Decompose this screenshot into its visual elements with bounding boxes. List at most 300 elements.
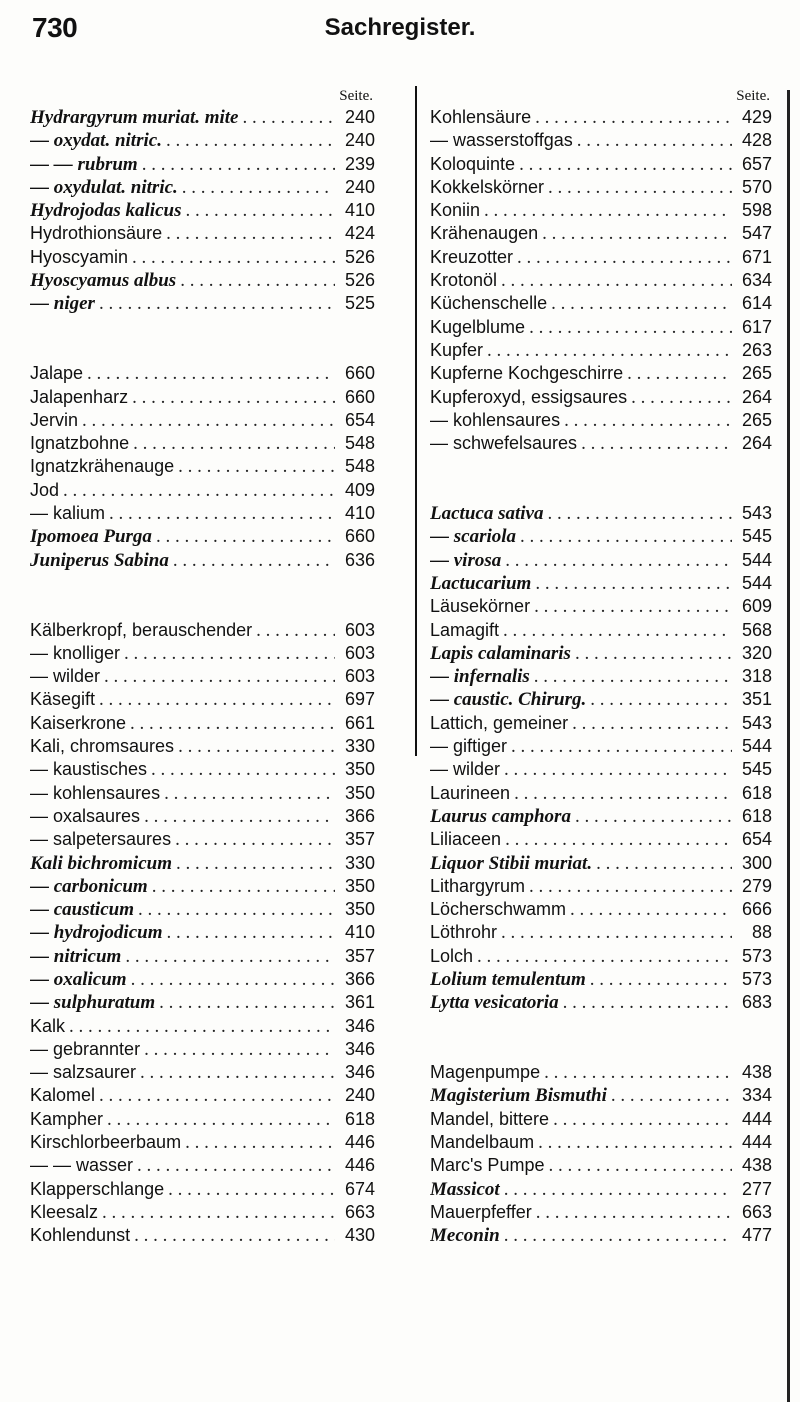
- dot-leader: [180, 269, 335, 292]
- index-entry: [30, 549, 375, 572]
- section-gap: [430, 1038, 772, 1061]
- dot-leader: [505, 549, 732, 572]
- dot-leader: [133, 432, 335, 455]
- entry-term: — carbonicum: [30, 875, 148, 897]
- dot-leader: [109, 502, 335, 525]
- index-entry: [30, 409, 375, 432]
- entry-term: Mauerpfeffer: [430, 1201, 532, 1222]
- entry-term: — giftiger: [430, 736, 508, 757]
- entry-term: Kirschlorbeerbaum: [30, 1132, 182, 1153]
- index-entry: [430, 269, 772, 292]
- entry-page-number: 636: [344, 549, 375, 570]
- index-entry: [430, 595, 772, 618]
- entry-term: Koloquinte: [430, 153, 516, 174]
- entry-term: Kälberkropf, berauschender: [30, 619, 253, 640]
- index-entry: [30, 1178, 375, 1201]
- entry-page-number: 350: [344, 875, 375, 896]
- dot-leader: [104, 665, 335, 688]
- entry-page-number: 525: [344, 293, 375, 314]
- entry-page-number: 660: [344, 363, 375, 384]
- index-entry: [430, 246, 772, 269]
- dot-leader: [166, 222, 335, 245]
- dot-leader: [564, 409, 732, 432]
- index-entry: [430, 758, 772, 781]
- entry-page-number: 410: [344, 922, 375, 943]
- entry-page-number: 240: [344, 130, 375, 151]
- entry-term: Klapperschlange: [30, 1178, 165, 1199]
- entry-term: — knolliger: [30, 642, 121, 663]
- entry-term: Magisterium Bismuthi: [430, 1085, 607, 1107]
- entry-page-number: 603: [344, 619, 375, 640]
- entry-page-number: 671: [741, 246, 772, 267]
- dot-leader: [551, 292, 732, 315]
- index-entry: [30, 1224, 375, 1247]
- dot-leader: [182, 176, 335, 199]
- entry-term: Lytta vesicatoria: [430, 992, 559, 1014]
- dot-leader: [484, 199, 732, 222]
- index-entry: [30, 455, 375, 478]
- dot-leader: [542, 222, 732, 245]
- entry-term: — schwefelsaures: [430, 433, 578, 454]
- entry-page-number: 568: [741, 619, 772, 640]
- entry-term: Kugelblume: [430, 316, 526, 337]
- entry-page-number: 265: [741, 363, 772, 384]
- entry-term: Jalape: [30, 363, 84, 384]
- index-entry: [430, 1108, 772, 1131]
- dot-leader: [256, 619, 335, 642]
- index-entry: [30, 246, 375, 269]
- entry-page-number: 573: [741, 945, 772, 966]
- dot-leader: [504, 758, 732, 781]
- index-entry: [30, 292, 375, 315]
- entry-term: Juniperus Sabina: [30, 549, 169, 571]
- index-entry: [30, 642, 375, 665]
- index-entry: [30, 362, 375, 385]
- entry-page-number: 654: [344, 409, 375, 430]
- index-entry: [30, 129, 375, 152]
- dot-leader: [185, 1131, 335, 1154]
- index-entry: [30, 875, 375, 898]
- index-entry: [30, 735, 375, 758]
- dot-leader: [487, 339, 732, 362]
- entry-page-number: 88: [751, 922, 772, 943]
- entry-page-number: 277: [741, 1178, 772, 1199]
- index-entry: [30, 176, 375, 199]
- dot-leader: [243, 106, 336, 129]
- entry-term: Jervin: [30, 409, 79, 430]
- index-entry: [30, 1154, 375, 1177]
- dot-leader: [520, 525, 732, 548]
- running-head: Sachregister.: [324, 14, 476, 41]
- dot-leader: [503, 619, 732, 642]
- dot-leader: [590, 688, 732, 711]
- dot-leader: [131, 968, 335, 991]
- entry-term: Laurineen: [430, 782, 511, 803]
- entry-term: Kali, chromsaures: [30, 736, 175, 757]
- dot-leader: [156, 525, 335, 548]
- index-column-right: [430, 84, 772, 1248]
- entry-page-number: 346: [344, 1038, 375, 1059]
- index-entry: [430, 1084, 772, 1107]
- index-entry: [430, 852, 772, 875]
- entry-page-number: 603: [344, 642, 375, 663]
- dot-leader: [519, 153, 732, 176]
- entry-page-number: 545: [741, 526, 772, 547]
- dot-leader: [504, 1224, 732, 1247]
- index-entry: [430, 828, 772, 851]
- index-entry: [30, 688, 375, 711]
- entry-page-number: 609: [741, 596, 772, 617]
- index-entry: [30, 199, 375, 222]
- dot-leader: [596, 852, 732, 875]
- entry-page-number: 548: [344, 456, 375, 477]
- entry-page-number: 318: [741, 666, 772, 687]
- index-entry: [30, 945, 375, 968]
- index-entry: [30, 921, 375, 944]
- entry-term: Lithargyrum: [430, 875, 526, 896]
- entry-page-number: 618: [344, 1108, 375, 1129]
- entry-page-number: 547: [741, 223, 772, 244]
- index-entry: [430, 1131, 772, 1154]
- index-entry: [430, 665, 772, 688]
- entry-term: Löthrohr: [430, 922, 498, 943]
- dot-leader: [501, 269, 732, 292]
- entry-page-number: 357: [344, 945, 375, 966]
- entry-term: — kalium: [30, 503, 106, 524]
- section-gap: [30, 595, 375, 618]
- index-entry: [30, 153, 375, 176]
- index-entry: [30, 1201, 375, 1224]
- index-entry: [30, 386, 375, 409]
- page-number: 730: [32, 12, 78, 43]
- index-entry: [430, 199, 772, 222]
- dot-leader: [130, 712, 335, 735]
- entry-term: — salpetersaures: [30, 829, 172, 850]
- index-entry: [430, 572, 772, 595]
- index-entry: [30, 898, 375, 921]
- dot-leader: [164, 782, 335, 805]
- entry-page-number: 330: [344, 736, 375, 757]
- entry-page-number: 264: [741, 433, 772, 454]
- index-entry: [430, 735, 772, 758]
- index-entry: [30, 619, 375, 642]
- entry-term: — — wasser: [30, 1155, 134, 1176]
- index-entry: [430, 549, 772, 572]
- index-entry: [30, 1108, 375, 1131]
- entry-term: — oxalicum: [30, 968, 127, 990]
- index-entry: [30, 222, 375, 245]
- index-entry: [430, 1178, 772, 1201]
- index-entry: [430, 362, 772, 385]
- entry-page-number: 300: [741, 852, 772, 873]
- entry-term: Kali bichromicum: [30, 852, 172, 874]
- entry-page-number: 634: [741, 270, 772, 291]
- index-entry: [30, 782, 375, 805]
- entry-page-number: 618: [741, 805, 772, 826]
- entry-term: Kupfer: [430, 339, 484, 360]
- entry-term: — kohlensaures: [430, 409, 561, 430]
- entry-page-number: 351: [741, 689, 772, 710]
- entry-page-number: 446: [344, 1132, 375, 1153]
- dot-leader: [611, 1084, 732, 1107]
- dot-leader: [627, 362, 732, 385]
- dot-leader: [529, 316, 732, 339]
- index-entry: [30, 712, 375, 735]
- entry-term: Marc's Pumpe: [430, 1155, 545, 1176]
- dot-leader: [185, 199, 335, 222]
- entry-page-number: 543: [741, 503, 772, 524]
- index-entry: [430, 945, 772, 968]
- dot-leader: [140, 1061, 335, 1084]
- entry-term: Mandelbaum: [430, 1132, 535, 1153]
- entry-term: Jod: [30, 479, 60, 500]
- entry-term: Ipomoea Purga: [30, 526, 152, 548]
- entry-page-number: 446: [344, 1155, 375, 1176]
- page-header: [0, 12, 800, 60]
- entry-page-number: 410: [344, 503, 375, 524]
- entry-page-number: 240: [344, 1085, 375, 1106]
- entry-term: — gebrannter: [30, 1038, 141, 1059]
- entry-term: Jalapenharz: [30, 386, 129, 407]
- entry-page-number: 697: [344, 689, 375, 710]
- dot-leader: [87, 362, 335, 385]
- dot-leader: [575, 642, 732, 665]
- entry-page-number: 428: [741, 130, 772, 151]
- entry-term: Laurus camphora: [430, 805, 571, 827]
- index-entry: [30, 1131, 375, 1154]
- entry-term: Kupferoxyd, essigsaures: [430, 386, 628, 407]
- entry-term: Hydrargyrum muriat. mite: [30, 107, 239, 128]
- dot-leader: [590, 968, 732, 991]
- entry-page-number: 573: [741, 968, 772, 989]
- entry-term: Ignatzbohne: [30, 433, 130, 454]
- entry-page-number: 361: [344, 992, 375, 1013]
- column-header: [30, 84, 375, 106]
- entry-page-number: 240: [344, 107, 375, 127]
- entry-term: Kohlensäure: [430, 107, 532, 127]
- dot-leader: [99, 1084, 335, 1107]
- entry-page-number: 444: [741, 1108, 772, 1129]
- index-entry: [430, 805, 772, 828]
- dot-leader: [138, 898, 335, 921]
- entry-page-number: 657: [741, 153, 772, 174]
- dot-leader: [511, 735, 732, 758]
- entry-term: — sulphuratum: [30, 992, 156, 1014]
- dot-leader: [173, 549, 335, 572]
- entry-list: [430, 106, 772, 1248]
- dot-leader: [505, 828, 732, 851]
- dot-leader: [151, 758, 335, 781]
- entry-page-number: 614: [741, 293, 772, 314]
- index-entry: [430, 502, 772, 525]
- entry-term: Lactuca sativa: [430, 503, 544, 525]
- dot-leader: [166, 921, 335, 944]
- entry-page-number: 409: [344, 479, 375, 500]
- index-entry: [430, 106, 772, 129]
- dot-leader: [535, 106, 732, 129]
- index-entry: [430, 968, 772, 991]
- dot-leader: [69, 1015, 335, 1038]
- entry-term: Kampher: [30, 1108, 104, 1129]
- entry-term: Magenpumpe: [430, 1062, 541, 1083]
- entry-page-number: 366: [344, 968, 375, 989]
- entry-page-number: 683: [741, 992, 772, 1013]
- entry-term: — kohlensaures: [30, 782, 161, 803]
- entry-page-number: 334: [741, 1085, 772, 1106]
- index-entry: [430, 153, 772, 176]
- section-gap: [430, 455, 772, 478]
- entry-term: Lapis calaminaris: [430, 642, 571, 664]
- dot-leader: [137, 1154, 335, 1177]
- entry-page-number: 330: [344, 852, 375, 873]
- entry-term: — — rubrum: [30, 153, 138, 175]
- dot-leader: [152, 875, 335, 898]
- entry-term: Koniin: [430, 200, 481, 221]
- section-gap: [30, 339, 375, 362]
- dot-leader: [534, 595, 732, 618]
- dot-leader: [529, 875, 732, 898]
- entry-page-number: 544: [741, 572, 772, 593]
- dot-leader: [570, 898, 732, 921]
- dot-leader: [581, 432, 732, 455]
- dot-leader: [631, 386, 732, 409]
- entry-term: Massicot: [430, 1178, 500, 1200]
- dot-leader: [144, 805, 335, 828]
- dot-leader: [99, 292, 335, 315]
- entry-term: — hydrojodicum: [30, 922, 163, 944]
- index-column-left: [30, 84, 375, 1248]
- column-divider: [415, 86, 417, 756]
- entry-page-number: 663: [741, 1201, 772, 1222]
- entry-term: — wasserstoffgas: [430, 130, 573, 151]
- index-entry: [430, 176, 772, 199]
- entry-page-number: 346: [344, 1015, 375, 1036]
- page-column-label: Seite.: [339, 88, 373, 104]
- index-entry: [430, 222, 772, 245]
- dot-leader: [99, 688, 335, 711]
- entry-term: — niger: [30, 293, 95, 315]
- entry-term: Läusekörner: [430, 596, 531, 617]
- index-entry: [30, 1038, 375, 1061]
- entry-page-number: 526: [344, 246, 375, 267]
- index-entry: [430, 1061, 772, 1084]
- entry-term: Liquor Stibii muriat.: [430, 852, 593, 874]
- index-entry: [430, 292, 772, 315]
- entry-page-number: 430: [344, 1225, 375, 1246]
- entry-page-number: 548: [344, 433, 375, 454]
- entry-page-number: 438: [741, 1155, 772, 1176]
- entry-term: Lattich, gemeiner: [430, 712, 569, 733]
- index-entry: [430, 875, 772, 898]
- entry-page-number: 279: [741, 875, 772, 896]
- dot-leader: [102, 1201, 335, 1224]
- dot-leader: [124, 642, 335, 665]
- entry-term: — causticum: [30, 899, 134, 921]
- entry-term: Kleesalz: [30, 1201, 99, 1222]
- entry-page-number: 660: [344, 386, 375, 407]
- entry-term: Hydrothionsäure: [30, 223, 163, 244]
- dot-leader: [132, 386, 335, 409]
- dot-leader: [534, 665, 732, 688]
- entry-page-number: 346: [344, 1062, 375, 1083]
- entry-page-number: 654: [741, 829, 772, 850]
- index-entry: [430, 129, 772, 152]
- entry-term: Lamagift: [430, 619, 500, 640]
- index-entry: [430, 525, 772, 548]
- dot-leader: [125, 945, 335, 968]
- entry-term: Kokkelskörner: [430, 176, 545, 197]
- entry-page-number: 350: [344, 782, 375, 803]
- index-entry: [430, 619, 772, 642]
- index-entry: [430, 898, 772, 921]
- entry-page-number: 240: [344, 176, 375, 197]
- entry-page-number: 438: [741, 1062, 772, 1083]
- entry-page-number: 618: [741, 782, 772, 803]
- entry-term: — scariola: [430, 526, 517, 548]
- dot-leader: [563, 991, 732, 1014]
- entry-page-number: 666: [741, 899, 772, 920]
- dot-leader: [82, 409, 335, 432]
- index-entry: [30, 502, 375, 525]
- page-edge-line: [787, 90, 790, 1402]
- entry-page-number: 320: [741, 642, 772, 663]
- section-gap: [430, 1015, 772, 1038]
- entry-term: Ignatzkrähenauge: [30, 456, 175, 477]
- entry-term: — wilder: [30, 666, 101, 687]
- entry-term: — caustic. Chirurg.: [430, 689, 587, 711]
- entry-term: Käsegift: [30, 689, 96, 710]
- index-entry: [430, 409, 772, 432]
- entry-term: Kalk: [30, 1015, 66, 1036]
- index-entry: [30, 968, 375, 991]
- section-gap: [30, 316, 375, 339]
- section-gap: [30, 572, 375, 595]
- entry-page-number: 429: [741, 107, 772, 127]
- index-entry: [30, 1061, 375, 1084]
- dot-leader: [176, 852, 335, 875]
- dot-leader: [535, 572, 732, 595]
- entry-page-number: 661: [344, 712, 375, 733]
- dot-leader: [142, 153, 335, 176]
- entry-term: Hyoscyamin: [30, 246, 129, 267]
- entry-page-number: 350: [344, 899, 375, 920]
- dot-leader: [168, 1178, 335, 1201]
- index-entry: [430, 339, 772, 362]
- entry-page-number: 350: [344, 759, 375, 780]
- entry-page-number: 526: [344, 270, 375, 291]
- index-entry: [430, 386, 772, 409]
- index-entry: [30, 758, 375, 781]
- entry-page-number: 660: [344, 526, 375, 547]
- entry-term: Meconin: [430, 1225, 500, 1247]
- entry-page-number: 265: [741, 409, 772, 430]
- entry-term: Hydrojodas kalicus: [30, 200, 182, 222]
- dot-leader: [575, 805, 732, 828]
- entry-term: Liliaceen: [430, 829, 502, 850]
- entry-term: — wilder: [430, 759, 501, 780]
- dot-leader: [577, 129, 732, 152]
- entry-term: Kupferne Kochgeschirre: [430, 363, 624, 384]
- entry-page-number: 674: [344, 1178, 375, 1199]
- dot-leader: [572, 712, 732, 735]
- entry-page-number: 263: [741, 339, 772, 360]
- dot-leader: [63, 479, 335, 502]
- entry-page-number: 545: [741, 759, 772, 780]
- dot-leader: [159, 991, 335, 1014]
- entry-term: — virosa: [430, 549, 502, 571]
- entry-page-number: 239: [344, 153, 375, 174]
- entry-term: — oxydat. nitric.: [30, 130, 162, 152]
